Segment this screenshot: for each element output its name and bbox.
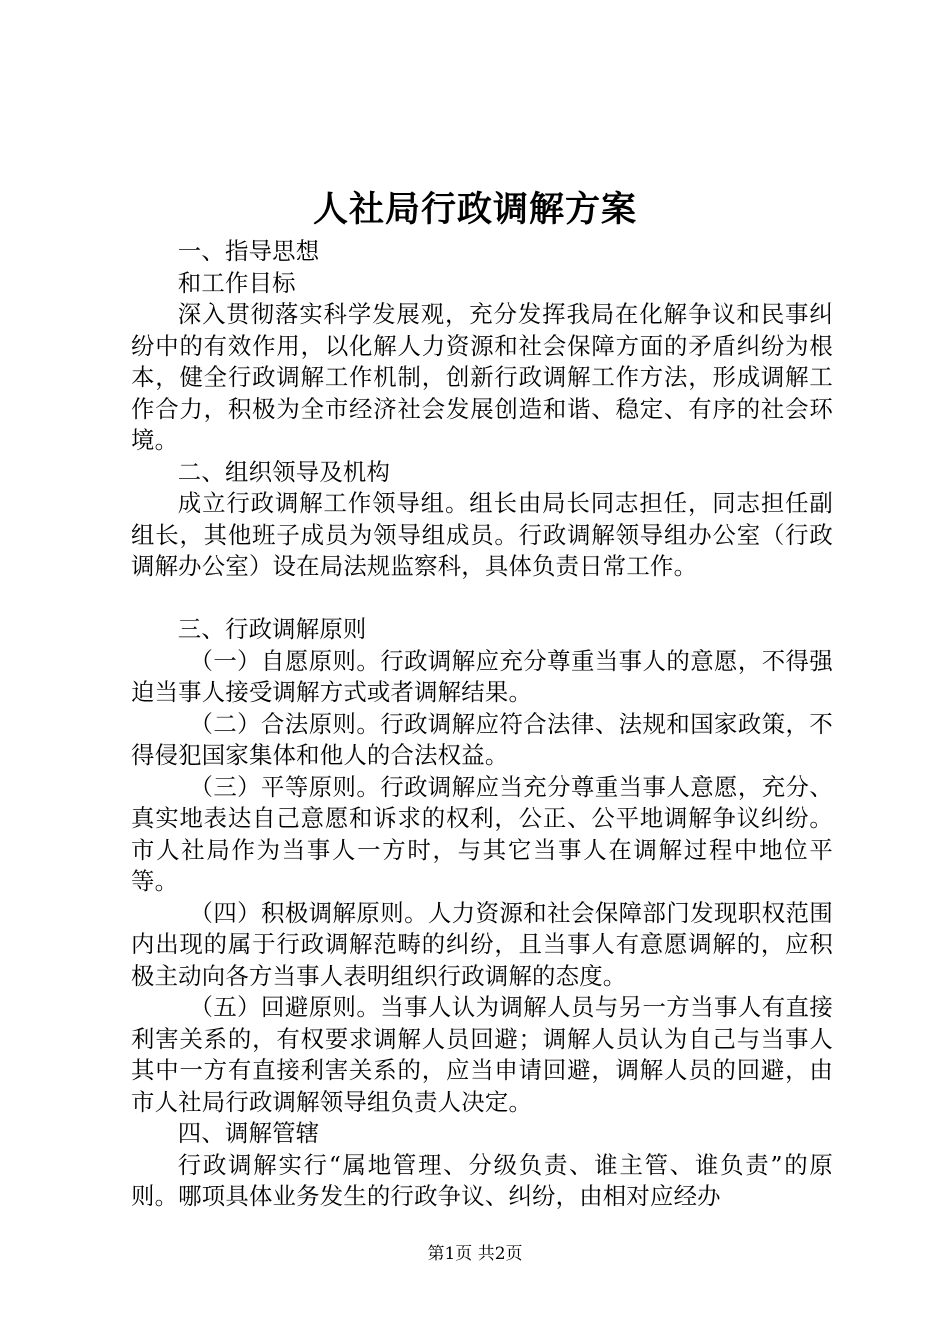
paragraph-guiding-thought: 深入贯彻落实科学发展观，充分发挥我局在化解争议和民事纠纷中的有效作用，以化解人力资源和社会保障方面的矛盾纠纷为根本，健全行政调解工作机制，创新行政调解工作方法，形成调解工作合力，积极为全市经济社会发展创造和谐、稳定、有序的社会环境。 <box>131 300 833 454</box>
section-heading-jurisdiction: 四、调解管辖 <box>177 1119 320 1147</box>
document-body <box>131 236 833 1213</box>
section-heading-guiding-thought: 一、指导思想 <box>177 237 320 265</box>
paragraph-principle-active: （四）积极调解原则。人力资源和社会保障部门发现职权范围内出现的属于行政调解范畴的纠纷，且当事人有意愿调解的，应积极主动向各方当事人表明组织行政调解的态度。 <box>131 898 833 990</box>
paragraph-principle-equality: （三）平等原则。行政调解应当充分尊重当事人意愿，充分、真实地表达自己意愿和诉求的权利，公正、公平地调解争议纠纷。市人社局作为当事人一方时，与其它当事人在调解过程中地位平等。 <box>131 772 833 895</box>
paragraph-principle-legal: （二）合法原则。行政调解应符合法律、法规和国家政策，不得侵犯国家集体和他人的合法权益。 <box>131 709 833 769</box>
paragraph-organization: 成立行政调解工作领导组。组长由局长同志担任，同志担任副组长，其他班子成员为领导组成员。行政调解领导组办公室（行政调解办公室）设在局法规监察科，具体负责日常工作。 <box>131 489 833 580</box>
paragraph-gap <box>131 583 833 615</box>
page-indicator: 第1页 共2页 <box>427 1244 523 1264</box>
document-title: 人社局行政调解方案 <box>312 189 637 230</box>
paragraph-principle-voluntary: （一）自愿原则。行政调解应充分尊重当事人的意愿，不得强迫当事人接受调解方式或者调解结果。 <box>131 646 833 706</box>
section-heading-work-goal: 和工作目标 <box>177 268 296 297</box>
section-heading-principles: 三、行政调解原则 <box>177 615 367 643</box>
section-heading-organization: 二、组织领导及机构 <box>177 457 391 486</box>
paragraph-principle-recusal: （五）回避原则。当事人认为调解人员与另一方当事人有直接利害关系的，有权要求调解人员回避；调解人员认为自己与当事人其中一方有直接利害关系的，应当申请回避，调解人员的回避，由市人社局行政调解领导组负责人决定。 <box>131 993 833 1116</box>
paragraph-jurisdiction: 行政调解实行“属地管理、分级负责、谁主管、谁负责”的原则。哪项具体业务发生的行政争议、纠纷，由相对应经办 <box>131 1150 833 1210</box>
